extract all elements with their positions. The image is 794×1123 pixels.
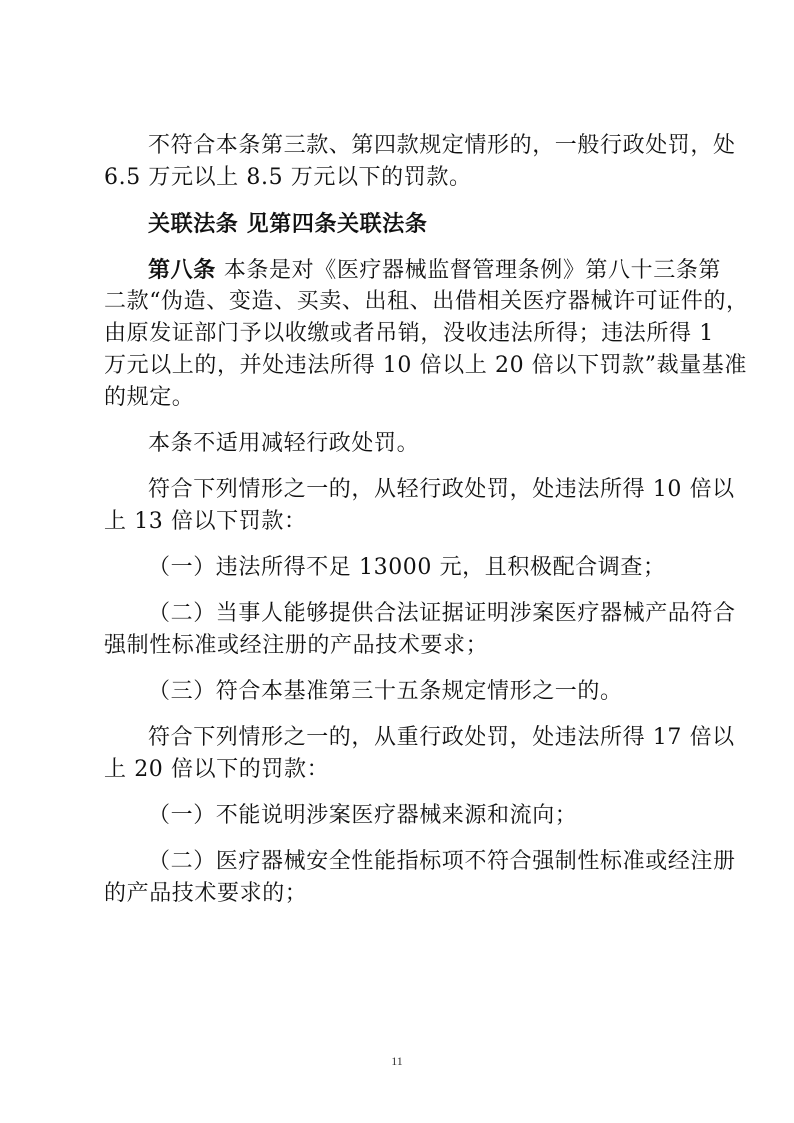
text-line: 6.5 万元以上 8.5 万元以下的罚款。 bbox=[104, 165, 472, 190]
text-line: 的规定。 bbox=[104, 385, 195, 410]
text-line: （二）医疗器械安全性能指标项不符合强制性标准或经注册 bbox=[148, 849, 736, 874]
text-line: 万元以上的，并处违法所得 10 倍以上 20 倍以下罚款”裁量基准 bbox=[104, 353, 748, 378]
related-articles-text: 关联法条 见第四条关联法条 bbox=[148, 211, 428, 237]
text-line: 强制性标准或经注册的产品技术要求； bbox=[104, 633, 489, 658]
text-line bbox=[104, 254, 722, 286]
text-line: 符合下列情形之一的，从重行政处罚，处违法所得 17 倍以 bbox=[148, 725, 735, 750]
text-line: 上 13 倍以下罚款： bbox=[104, 509, 307, 534]
list-item-heavier-1 bbox=[104, 800, 690, 832]
text-line: 由原发证部门予以收缴或者吊销，没收违法所得；违法所得 1 bbox=[104, 321, 714, 346]
related-articles-heading bbox=[104, 208, 690, 240]
paragraph-lighter-penalty bbox=[104, 474, 735, 538]
text-line: （三）符合本基准第三十五条规定情形之一的。 bbox=[148, 679, 623, 704]
text-line: （一）违法所得不足 13000 元，且积极配合调查； bbox=[148, 555, 666, 580]
document-body bbox=[104, 130, 749, 924]
page-number: 11 bbox=[391, 1054, 403, 1068]
list-item-lighter-1 bbox=[104, 552, 690, 584]
article-8-text: 本条是对《医疗器械监督管理条例》第八十三条第 bbox=[223, 258, 722, 283]
article-8-paragraph bbox=[104, 254, 749, 414]
text-line: 本条不适用减轻行政处罚。 bbox=[148, 431, 420, 456]
article-8-heading: 第八条 bbox=[148, 257, 216, 283]
text-line: 上 20 倍以下的罚款： bbox=[104, 757, 330, 782]
paragraph-no-reduction bbox=[104, 428, 690, 460]
list-item-lighter-2 bbox=[104, 598, 736, 662]
list-item-heavier-2 bbox=[104, 846, 736, 910]
text-line: 的产品技术要求的； bbox=[104, 881, 308, 906]
list-item-lighter-3 bbox=[104, 676, 690, 708]
text-line: 不符合本条第三款、第四款规定情形的，一般行政处罚，处 bbox=[148, 133, 736, 158]
text-line: 二款“伪造、变造、买卖、出租、出借相关医疗器械许可证件的， bbox=[104, 289, 749, 314]
text-line: 符合下列情形之一的，从轻行政处罚，处违法所得 10 倍以 bbox=[148, 477, 735, 502]
paragraph-heavier-penalty bbox=[104, 722, 735, 786]
paragraph-general-penalty bbox=[104, 130, 736, 194]
text-line: （二）当事人能够提供合法证据证明涉案医疗器械产品符合 bbox=[148, 601, 736, 626]
text-line: （一）不能说明涉案医疗器械来源和流向； bbox=[148, 803, 578, 828]
